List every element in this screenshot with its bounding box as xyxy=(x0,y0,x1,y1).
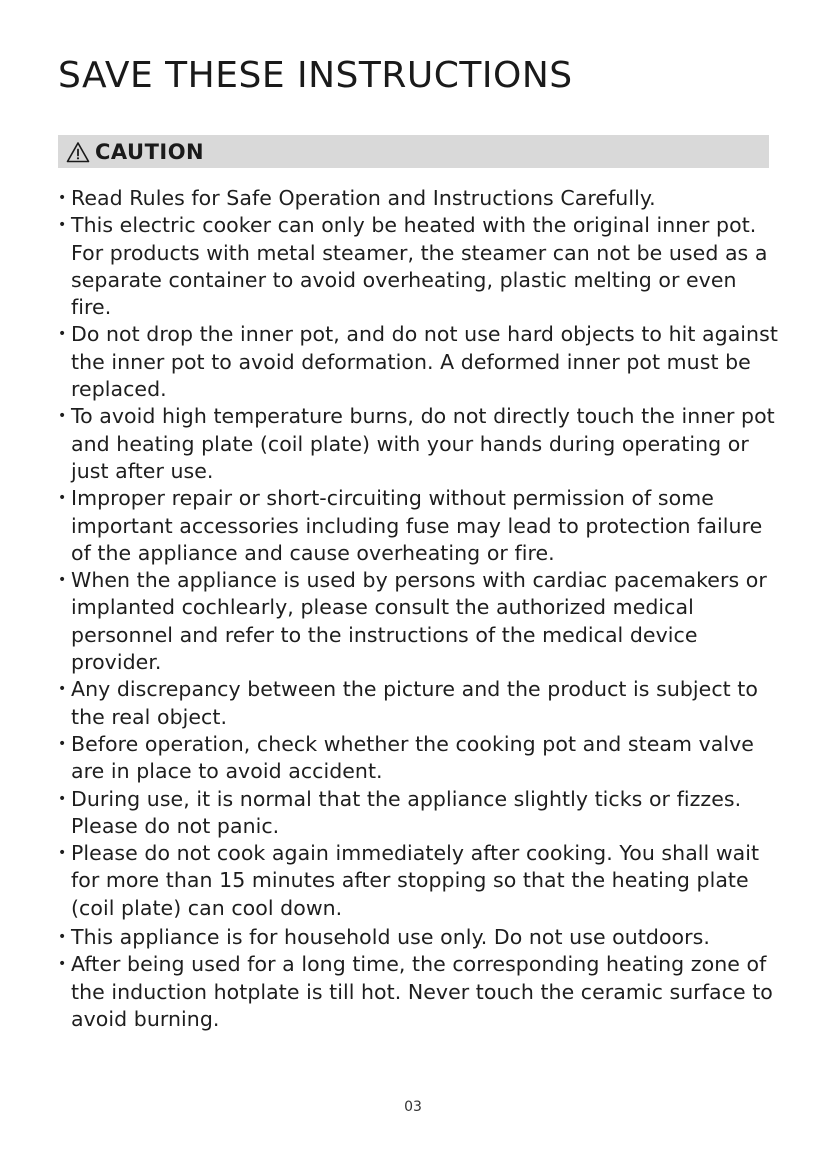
list-item-text: Please do not cook again immediately after cooking. You shall wait for more than 15 minutes after stopping so that the heating plate (coil plate) can cool down. xyxy=(71,841,760,920)
list-item-text: Do not drop the inner pot, and do not use hard objects to hit against the inner pot to avoid deformation. A deformed inner pot must be replaced. xyxy=(71,322,778,402)
list-item xyxy=(58,485,778,567)
list-item xyxy=(58,924,778,951)
list-item xyxy=(58,786,778,841)
caution-header xyxy=(58,135,769,168)
list-item-text: To avoid high temperature burns, do not directly touch the inner pot and heating plate (coil plate) with your hands during operating or just after use. xyxy=(71,404,775,483)
list-item xyxy=(58,676,778,731)
list-item-text: During use, it is normal that the appliance slightly ticks or fizzes. Please do not panic. xyxy=(71,786,742,838)
list-item xyxy=(58,403,778,485)
page-number: 03 xyxy=(404,1099,422,1115)
bullet: • xyxy=(58,326,67,343)
list-item-text: Read Rules for Safe Operation and Instructions Carefully. xyxy=(71,186,656,210)
list-item xyxy=(58,321,778,403)
bullet: • xyxy=(58,190,67,206)
bullet: • xyxy=(58,845,67,862)
list-item-text: After being used for a long time, the corresponding heating zone of the induction hotplate is till hot. Never touch the ceramic surface to avoid burning. xyxy=(71,952,773,1031)
list-item-text: Improper repair or short-circuiting without permission of some important accessories including fuse may lead to protection failure of the appliance and cause overheating or fire. xyxy=(71,486,763,565)
list-item xyxy=(58,731,778,786)
list-item xyxy=(58,185,778,212)
list-item xyxy=(58,567,778,676)
bullet: • xyxy=(58,735,67,752)
bullet: • xyxy=(58,956,67,973)
list-item-text: This appliance is for household use only. Do not use outdoors. xyxy=(71,925,710,950)
bullet: • xyxy=(58,217,67,234)
list-item xyxy=(58,840,778,922)
page-title: SAVE THESE INSTRUCTIONS xyxy=(58,55,573,96)
list-item xyxy=(58,951,778,1033)
list-item-text: This electric cooker can only be heated with the original inner pot. For products with metal steamer, the steamer can not be used as a separate container to avoid overheating, plastic melting or even fire. xyxy=(71,213,768,320)
bullet: • xyxy=(58,408,67,425)
list-item-text: Before operation, check whether the cooking pot and steam valve are in place to avoid accident. xyxy=(71,731,754,784)
warning-triangle-icon xyxy=(66,141,90,163)
caution-list xyxy=(58,185,778,1033)
bullet: • xyxy=(58,929,67,946)
bullet: • xyxy=(58,681,67,698)
bullet: • xyxy=(58,790,67,807)
list-item xyxy=(58,212,778,321)
bullet: • xyxy=(58,572,67,589)
bullet: • xyxy=(58,490,67,507)
list-item-text: When the appliance is used by persons with cardiac pacemakers or implanted cochlearly, please consult the authorized medical personnel and refer to the instructions of the medical device provider. xyxy=(71,568,767,675)
list-item-text: Any discrepancy between the picture and the product is subject to the real object. xyxy=(71,677,758,729)
caution-label: CAUTION xyxy=(95,139,205,164)
